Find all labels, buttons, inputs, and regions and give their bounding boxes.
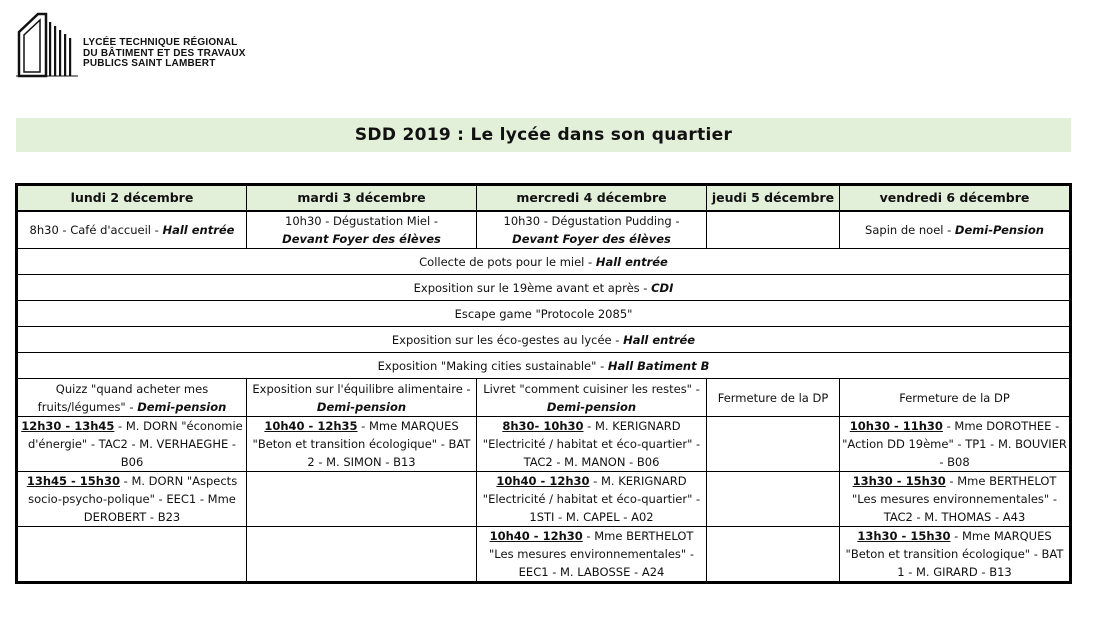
week-event-cell [17,353,1071,379]
event-text: - M. DORN "économie d'énergie" - TAC2 - M. VERHAEGHE - B06 [27,419,243,469]
cell-monday [17,472,247,527]
schedule-table [15,183,1072,584]
event-place: Hall entrée [162,223,235,237]
event-place: Demi-pension [137,399,227,414]
event-place: Demi-pension [316,399,407,414]
event-place: Hall entrée [623,332,696,347]
cell-monday [17,379,247,417]
table-row [17,527,1071,583]
cell-wednesday [477,417,707,472]
cell-tuesday [247,379,477,417]
event-time: 10h30 - 11h30 [849,419,943,433]
school-name-line-2: DU BÂTIMENT ET DES TRAVAUX [83,47,246,59]
event-text: Collecte de pots pour le miel - [419,254,596,269]
school-name-line-1: LYCÉE TECHNIQUE RÉGIONAL [83,37,238,48]
cell-monday [17,527,247,583]
event-place: Hall entrée [595,254,668,269]
event-text: Exposition sur l'équilibre alimentaire - [252,381,471,396]
table-row [17,472,1071,527]
event-text: - Mme DOROTHEE - "Action DD 19ème" - TP1 - M. BOUVIER - B08 [842,419,1067,469]
event-time: 10h40 - 12h30 [489,529,583,543]
cell-thursday [707,527,840,583]
cell-friday [840,211,1071,249]
cell-friday [840,472,1071,527]
event-text: Exposition "Making cities sustainable" - [377,358,608,373]
event-text: - M. KERIGNARD "Electricité / habitat et éco-quartier" - 1STI - M. CAPEL - A02 [482,474,701,524]
table-row [17,379,1071,417]
building-logo-icon [16,12,78,78]
event-time: 13h30 - 15h30 [852,474,946,488]
event-text: Quizz "quand acheter mes fruits/légumes" - [37,381,209,414]
header-wednesday: mercredi 4 décembre [477,185,707,212]
event-place: Devant Foyer des élèves [512,232,671,246]
week-event-cell [17,249,1071,275]
cell-tuesday [247,472,477,527]
event-time: 10h40 - 12h30 [496,474,590,488]
event-text: - Mme BERTHELOT "Les mesures environnementales" - EEC1 - M. LABOSSE - A24 [489,529,694,579]
week-event-cell [17,301,1071,327]
cell-thursday [707,211,840,249]
event-text: Escape game "Protocole 2085" [454,306,633,321]
cell-friday: Fermeture de la DP [840,379,1071,417]
cell-tuesday [247,211,477,249]
cell-friday [840,417,1071,472]
event-text: Exposition sur les éco-gestes au lycée - [391,332,624,347]
cell-monday [17,417,247,472]
event-time: 13h45 - 15h30 [26,474,120,488]
header-tuesday: mardi 3 décembre [247,185,477,212]
cell-monday [17,211,247,249]
cell-friday [840,527,1071,583]
event-text: 8h30 - Café d'accueil - [29,223,163,237]
event-time: 13h30 - 15h30 [857,529,951,543]
event-place: Devant Foyer des élèves [282,232,441,246]
header-monday: lundi 2 décembre [17,185,247,212]
school-name-line-3: PUBLICS SAINT LAMBERT [83,58,216,69]
event-place: Demi-pension [546,399,637,414]
event-text: - M. KERIGNARD "Electricité / habitat et éco-quartier" - TAC2 - M. MANON - B06 [482,419,701,469]
school-name [83,38,246,70]
cell-thursday [707,417,840,472]
week-event-cell [17,275,1071,301]
table-row [17,327,1071,353]
event-text: - Mme BERTHELOT "Les mesures environnementales" - TAC2 - M. THOMAS - A43 [852,474,1057,524]
event-text: - M. DORN "Aspects socio-psycho-polique" - EEC1 - Mme DEROBERT - B23 [28,474,238,524]
event-place: CDI [651,280,674,295]
event-text: 10h30 - Dégustation Miel - [285,214,438,228]
event-time: 12h30 - 13h45 [21,419,115,433]
event-place: Demi-Pension [954,223,1044,237]
cell-wednesday [477,472,707,527]
table-row [17,353,1071,379]
table-row [17,301,1071,327]
event-text: Exposition sur le 19ème avant et après - [413,280,652,295]
header-thursday: jeudi 5 décembre [707,185,840,212]
school-logo [16,12,316,82]
cell-thursday [707,472,840,527]
table-row [17,275,1071,301]
event-text: Sapin de noel - [865,223,955,237]
event-time: 10h40 - 12h35 [264,419,358,433]
event-place: Hall Batiment B [607,358,710,373]
cell-thursday: Fermeture de la DP [707,379,840,417]
week-event-cell [17,327,1071,353]
header-friday: vendredi 6 décembre [840,185,1071,212]
event-text: 10h30 - Dégustation Pudding - [503,214,680,228]
event-text: Livret "comment cuisiner les restes" - [483,381,700,396]
cell-tuesday [247,527,477,583]
event-time: 8h30- 10h30 [502,419,584,433]
cell-wednesday [477,527,707,583]
table-row [17,417,1071,472]
table-header-row [17,185,1071,212]
event-text: - Mme MARQUES "Beton et transition écologique" - BAT 1 - M. GIRARD - B13 [845,529,1064,579]
page-title: SDD 2019 : Le lycée dans son quartier [354,125,733,145]
table-row [17,249,1071,275]
table-row [17,211,1071,249]
cell-wednesday [477,211,707,249]
cell-tuesday [247,417,477,472]
cell-wednesday [477,379,707,417]
title-banner [16,118,1071,152]
event-text: - Mme MARQUES "Beton et transition écologique" - BAT 2 - M. SIMON - B13 [252,419,471,469]
